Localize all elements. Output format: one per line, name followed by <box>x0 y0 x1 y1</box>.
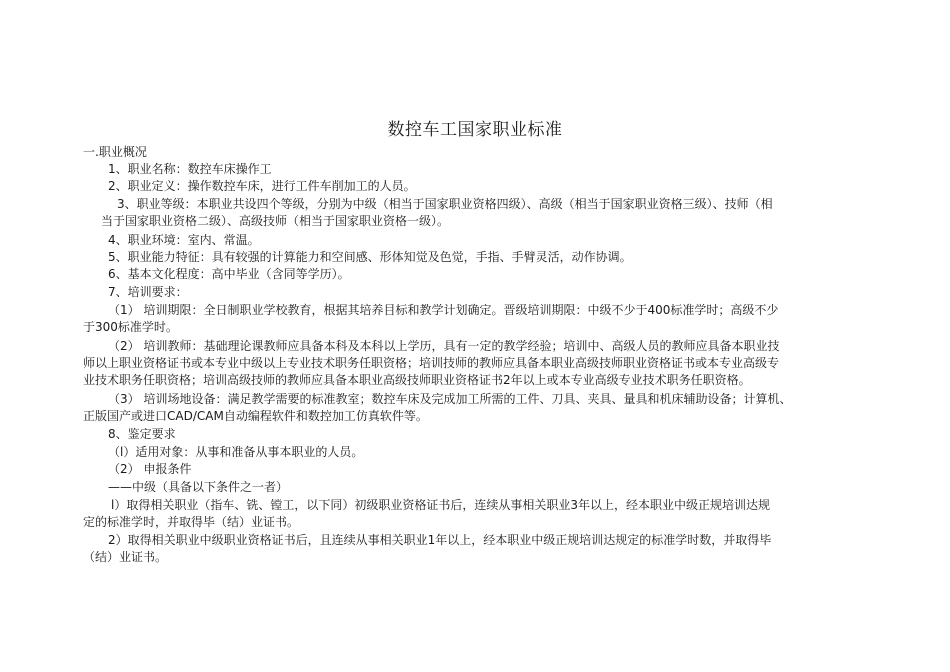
item-line: 3、职业等级：本职业共设四个等级，分别为中级（相当于国家职业资格四级）、高级（相当于国家职业资格三级）、技师（相 <box>117 197 773 211</box>
item-line: 1、职业名称：数控车床操作工 <box>108 162 272 176</box>
item-line: 定的标准学时，并取得毕（结）业证书。 <box>83 515 300 529</box>
item-line: （3） 培训场地设备：满足教学需要的标准教室；数控车床及完成加工所需的工件、刀具、夹具、量具和机床辅助设备；计算机、 <box>108 392 792 406</box>
item-line: （1） 培训期限：全日制职业学校教育，根据其培养目标和教学计划确定。晋级培训期限：中级不少于400标准学时；高级不少 <box>108 303 779 317</box>
item-line: （l）适用对象：从事和准备从事本职业的人员。 <box>108 445 364 459</box>
item-line: 师以上职业资格证书或本专业中级以上专业技术职务任职资格；培训技师的教师应具备本职业高级技师职业资格证书或本专业高级专 <box>83 356 780 370</box>
item-line: 7、培训要求： <box>108 285 188 299</box>
item-line: 2）取得相关职业中级职业资格证书后，且连续从事相关职业1年以上，经本职业中级正规培训达规定的标准学时数，并取得毕 <box>108 533 772 547</box>
item-line: 当于国家职业资格二级）、高级技师（相当于国家职业资格一级）。 <box>101 214 450 228</box>
section-heading: 一.职业概况 <box>83 145 147 159</box>
item-line: 正版国产或进口CAD/CAM自动编程软件和数控加工仿真软件等。 <box>83 409 428 423</box>
item-line: 8、鉴定要求 <box>108 427 176 441</box>
item-line: 6、基本文化程度：高中毕业（含同等学历）。 <box>108 267 350 281</box>
item-line: ——中级（具备以下条件之一者） <box>108 480 289 494</box>
item-line: 业技术职务任职资格；培训高级技师的教师应具备本职业高级技师职业资格证书2年以上或本专业高级专业技术职务任职资格。 <box>83 373 751 387</box>
item-line: （2） 培训教师：基础理论课教师应具备本科及本科以上学历，具有一定的教学经验；培训中、高级人员的教师应具备本职业技 <box>108 339 780 353</box>
item-line: 于300标准学时。 <box>83 320 178 334</box>
document-title: 数控车工国家职业标准 <box>387 120 563 140</box>
item-line: （结）业证书。 <box>83 550 168 564</box>
item-line: 5、职业能力特征：具有较强的计算能力和空间感、形体知觉及色觉，手指、手臂灵活，动作协调。 <box>108 250 632 264</box>
item-line: l）取得相关职业（指车、铣、镗工，以下同）初级职业资格证书后，连续从事相关职业3年以上，经本职业中级正规培训达规 <box>111 498 770 512</box>
item-line: （2） 申报条件 <box>108 462 192 476</box>
item-line: 4、职业环境：室内、常温。 <box>108 233 260 247</box>
item-line: 2、职业定义：操作数控车床，进行工件车削加工的人员。 <box>108 179 416 193</box>
